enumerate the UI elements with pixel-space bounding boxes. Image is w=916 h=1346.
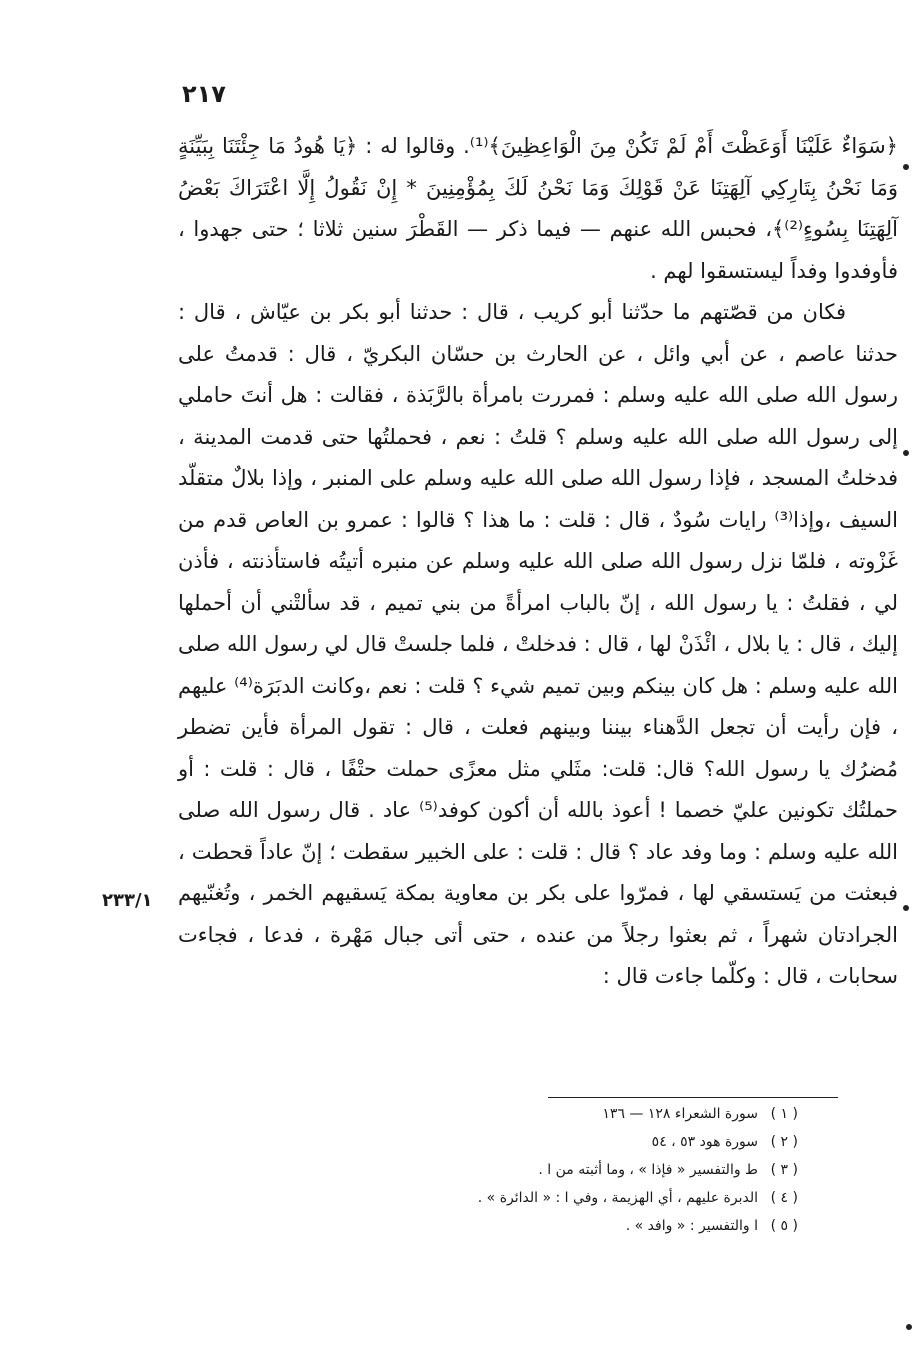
footnote-separator bbox=[548, 1097, 838, 1098]
footnote-text: ط والتفسير « فإذا » ، وما أثبته من ا . bbox=[538, 1162, 758, 1178]
main-text bbox=[178, 126, 898, 998]
footnote-number: ( ٥ ) bbox=[770, 1218, 798, 1234]
paragraph-2: فكان من قصّتهم ما حدّثنا أبو كريب ، قال : حدثنا أبو بكر بن عيّاش ، قال : حدثنا عاصم ، عن أبي وائل ، عن الحارث بن حسّان البكريّ ، قال : قدمتُ على رسول الله صلى الله عليه وسلم : فمررت بامرأة بالرَّبَذة ، فقالت : هل أنتَ حاملي إلى رسول الله صلى الله عليه وسلم ؟ قلتُ : نعم ، فحملتُها حتى قدمت المدينة ، فدخلتُ المسجد ، فإذا رسول الله صلى الله عليه وسلم على المنبر ، وإذا بلالٌ متقلّد السيف ،وإذا⁽³⁾ رايات سُودٌ ، قال : قلت : ما هذا ؟ قالوا : عمرو بن العاص قدم من غَزْوته ، فلمّا نزل رسول الله صلى الله عليه وسلم عن منبره أتيتُه فاستأذنته ، فأذن لي ، فقلتُ : يا رسول الله ، إنّ بالباب امرأةً من بني تميم ، قد سألتْني أن أحملها إليك ، قال : يا بلال ، ائْذَنْ لها ، قال : فدخلتْ ، فلما جلستْ قال لي رسول الله صلى الله عليه وسلم : هل كان بينكم وبين تميم شيء ؟ قلت : نعم ،وكانت الدبَرَة⁽⁴⁾ عليهم ، فإن رأيت أن تجعل الدَّهناء بيننا وبينهم فعلت ، قال : تقول المرأة فأين تضطر مُضرُك يا رسول الله؟ قال: قلت: مثَلي مثل معزًى حملت حتْفًا ، قال : قلت : أو حملتُك تكونين عليّ خصما ! أعوذ بالله أن أكون كوفد⁽⁵⁾ عاد . قال رسول الله صلى الله عليه وسلم : وما وفد عاد ؟ قال : قلت : على الخبير سقطت ؛ إنّ عاداً قحطت ، فبعثت من يَستسقي لها ، فمرّوا على بكر بن معاوية بمكة يَسقيهم الخمر ، وتُغنّيهم الجرادتان شهراً ، ثم بعثوا رجلاً من عنده ، حتى أتى جبال مَهْرة ، فدعا ، فجاءت سحابات ، قال : وكلّما جاءت قال : bbox=[177, 300, 899, 988]
footnote-1 bbox=[300, 1100, 798, 1128]
scan-mark bbox=[903, 164, 909, 170]
scan-mark bbox=[903, 450, 909, 456]
footnote-text: الدبرة عليهم ، أي الهزيمة ، وفي ا : « الدائرة » . bbox=[477, 1190, 758, 1206]
footnote-3 bbox=[300, 1156, 798, 1184]
footnote-number: ( ١ ) bbox=[770, 1106, 798, 1122]
paragraph-1: ﴿سَوَاءٌ عَلَيْنَا أَوَعَظْتَ أَمْ لَمْ تَكُنْ مِنَ الْوَاعِظِينَ﴾⁽¹⁾. وقالوا له : ﴿يَا هُودُ مَا جِئْتَنَا بِبَيِّنَةٍ وَمَا نَحْنُ بِتَارِكِي آلِهَتِنَا عَنْ قَوْلِكَ وَمَا نَحْنُ لَكَ بِمُؤْمِنِينَ * إِنْ نَقُولُ إِلَّا اعْتَرَاكَ بَعْضُ آلِهَتِنَا بِسُوءٍ⁽²⁾﴾، فحبس الله عنهم — فيما ذكر — القَطْرَ سنين ثلاثا ؛ حتى جهدوا ، فأوفدوا وفداً ليستسقوا لهم . bbox=[178, 134, 898, 283]
footnote-2 bbox=[300, 1128, 798, 1156]
footnote-number: ( ٣ ) bbox=[770, 1162, 798, 1178]
footnote-number: ( ٤ ) bbox=[770, 1190, 798, 1206]
page-number: ٢١٧ bbox=[182, 80, 226, 108]
footnotes bbox=[300, 1100, 798, 1240]
scan-mark bbox=[906, 1324, 912, 1330]
footnote-number: ( ٢ ) bbox=[770, 1134, 798, 1150]
footnote-5 bbox=[300, 1212, 798, 1240]
footnote-4 bbox=[300, 1184, 798, 1212]
footnote-text: سورة الشعراء ١٢٨ — ١٣٦ bbox=[602, 1106, 758, 1122]
scan-mark bbox=[903, 905, 909, 911]
margin-reference: ٢٣٣/١ bbox=[102, 890, 153, 911]
footnote-text: ا والتفسير : « وافد » . bbox=[625, 1218, 758, 1234]
footnote-text: سورة هود ٥٣ ، ٥٤ bbox=[651, 1134, 758, 1150]
